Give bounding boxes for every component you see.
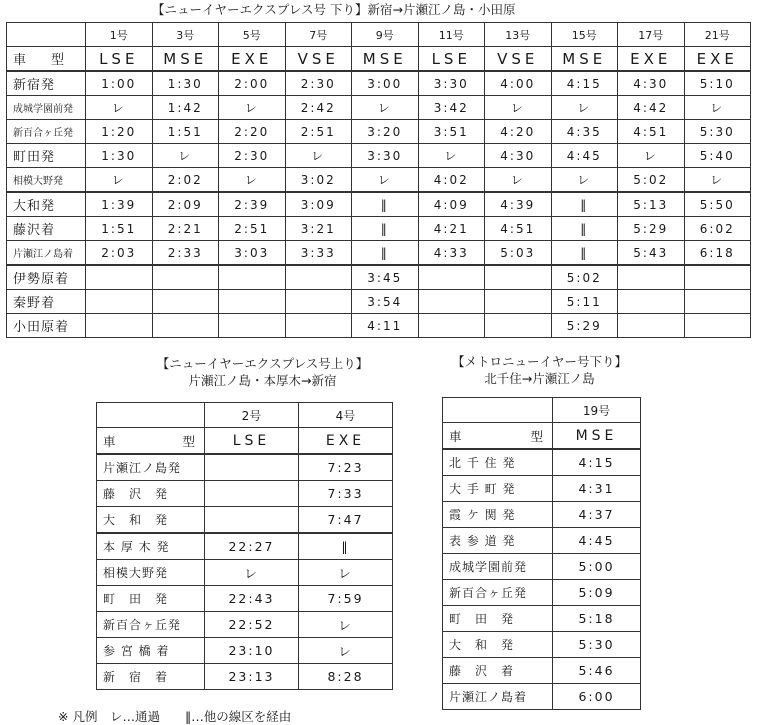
time-cell (618, 265, 685, 290)
car-type-label (443, 423, 553, 450)
station-name: 伊勢原着 (7, 265, 86, 290)
table-row (7, 314, 751, 338)
time-cell: 4:09 (418, 192, 485, 217)
time-cell: 5:00 (553, 554, 641, 580)
time-cell: 1:00 (86, 71, 153, 96)
upbound-timetable (96, 402, 393, 690)
time-cell: 22:27 (205, 533, 299, 560)
time-cell: ‖ (352, 217, 419, 241)
time-cell: 2:39 (219, 192, 286, 217)
time-cell: 2:09 (152, 192, 219, 217)
station-name: 町田発 (7, 144, 86, 168)
station-name: 相模大野発 (7, 168, 86, 193)
time-cell (152, 265, 219, 290)
time-cell (684, 314, 751, 338)
header-blank (97, 403, 205, 428)
time-cell: 23:13 (205, 664, 299, 690)
time-cell: 2:00 (219, 71, 286, 96)
time-cell: 8:28 (299, 664, 393, 690)
train-number: 13号 (485, 23, 552, 47)
time-cell: 4:20 (485, 120, 552, 144)
train-number-row (97, 403, 393, 428)
time-cell: 1:30 (86, 144, 153, 168)
table-row (443, 684, 641, 710)
table-row (7, 71, 751, 96)
table3-title (432, 353, 647, 387)
train-number-row (443, 398, 641, 423)
time-cell: 3:45 (352, 265, 419, 290)
table-row (97, 586, 393, 612)
time-cell: 1:20 (86, 120, 153, 144)
table3-title-line1: 【メトロニューイヤー号下り】 (451, 354, 627, 369)
time-cell (152, 314, 219, 338)
station-name: 藤沢着 (7, 217, 86, 241)
time-cell: 4:39 (485, 192, 552, 217)
time-cell: 5:02 (618, 168, 685, 193)
car-type-label-b: 型 (182, 433, 196, 449)
train-number: 2号 (205, 403, 299, 428)
time-cell: レ (618, 144, 685, 168)
station-name: 町 田 発 (443, 606, 553, 632)
table-row (443, 528, 641, 554)
table-row (97, 612, 393, 638)
time-cell: レ (684, 96, 751, 120)
table1-title: 【ニューイヤーエクスプレス号 下り】新宿→片瀬江ノ島・小田原 (152, 2, 516, 17)
time-cell: レ (86, 96, 153, 120)
time-cell: 5:18 (553, 606, 641, 632)
time-cell (618, 290, 685, 314)
time-cell: 5:30 (553, 632, 641, 658)
time-cell: 4:21 (418, 217, 485, 241)
table-row (7, 144, 751, 168)
time-cell: レ (684, 168, 751, 193)
time-cell (684, 265, 751, 290)
station-name: 町 田 発 (97, 586, 205, 612)
time-cell: レ (485, 168, 552, 193)
time-cell: 2:20 (219, 120, 286, 144)
time-cell (219, 265, 286, 290)
metro-timetable (442, 397, 641, 710)
station-name: 秦野着 (7, 290, 86, 314)
time-cell: 4:51 (618, 120, 685, 144)
car-type: EXE (219, 47, 286, 72)
table-row (443, 658, 641, 684)
time-cell: 5:50 (684, 192, 751, 217)
time-cell: 3:03 (219, 241, 286, 266)
time-cell: 3:09 (285, 192, 352, 217)
time-cell: 6:00 (553, 684, 641, 710)
time-cell (86, 290, 153, 314)
time-cell: 7:59 (299, 586, 393, 612)
station-name: 大和発 (7, 192, 86, 217)
table3-title-line2: 北千住→片瀬江ノ島 (484, 371, 595, 386)
station-name: 藤 沢 発 (97, 481, 205, 507)
train-number: 21号 (684, 23, 751, 47)
table2-title-line1: 【ニューイヤーエクスプレス号上り】 (156, 356, 369, 371)
time-cell: 7:47 (299, 507, 393, 534)
time-cell: レ (352, 168, 419, 193)
time-cell (684, 290, 751, 314)
time-cell: レ (551, 168, 618, 193)
time-cell: ‖ (299, 533, 393, 560)
time-cell: レ (205, 560, 299, 586)
time-cell: 2:30 (285, 71, 352, 96)
station-name: 本 厚 木 発 (97, 533, 205, 560)
time-cell: 4:45 (553, 528, 641, 554)
station-name: 霞 ケ 関 発 (443, 502, 553, 528)
car-type: EXE (618, 47, 685, 72)
time-cell: 22:43 (205, 586, 299, 612)
time-cell: 5:40 (684, 144, 751, 168)
time-cell (205, 454, 299, 481)
train-number: 7号 (285, 23, 352, 47)
time-cell: 4:30 (485, 144, 552, 168)
time-cell: 5:09 (553, 580, 641, 606)
car-type: MSE (551, 47, 618, 72)
table-row (443, 554, 641, 580)
table-row (443, 632, 641, 658)
train-number: 3号 (152, 23, 219, 47)
car-type-label-a: 車 (449, 428, 463, 444)
train-number: 5号 (219, 23, 286, 47)
time-cell (418, 265, 485, 290)
time-cell (86, 265, 153, 290)
station-name: 大 手 町 発 (443, 476, 553, 502)
time-cell: 4:15 (551, 71, 618, 96)
time-cell: ‖ (551, 241, 618, 266)
time-cell: レ (219, 168, 286, 193)
time-cell: 3:42 (418, 96, 485, 120)
station-name: 北 千 住 発 (443, 449, 553, 476)
time-cell: 4:33 (418, 241, 485, 266)
time-cell: 5:46 (553, 658, 641, 684)
time-cell: レ (86, 168, 153, 193)
table-row (443, 502, 641, 528)
train-number: 1号 (86, 23, 153, 47)
time-cell: 4:37 (553, 502, 641, 528)
time-cell: レ (285, 144, 352, 168)
station-name: 表 参 道 発 (443, 528, 553, 554)
table-row (97, 507, 393, 534)
time-cell: 4:11 (352, 314, 419, 338)
time-cell: 5:13 (618, 192, 685, 217)
time-cell: レ (418, 144, 485, 168)
time-cell: 4:02 (418, 168, 485, 193)
train-number: 17号 (618, 23, 685, 47)
station-name: 片瀬江ノ島着 (443, 684, 553, 710)
time-cell (418, 314, 485, 338)
station-name: 新百合ヶ丘発 (7, 120, 86, 144)
time-cell: 3:21 (285, 217, 352, 241)
time-cell: 5:29 (551, 314, 618, 338)
time-cell: 2:33 (152, 241, 219, 266)
car-type: MSE (352, 47, 419, 72)
time-cell (219, 314, 286, 338)
time-cell: 4:45 (551, 144, 618, 168)
time-cell: レ (485, 96, 552, 120)
downbound-timetable (6, 22, 751, 338)
table-row (97, 533, 393, 560)
time-cell: レ (219, 96, 286, 120)
time-cell: 4:31 (553, 476, 641, 502)
station-name: 成城学園前発 (7, 96, 86, 120)
time-cell: 23:10 (205, 638, 299, 664)
time-cell: 1:39 (86, 192, 153, 217)
station-name: 藤 沢 着 (443, 658, 553, 684)
station-name: 参 宮 橋 着 (97, 638, 205, 664)
train-number: 4号 (299, 403, 393, 428)
time-cell (152, 290, 219, 314)
car-type-row (7, 47, 751, 72)
header-blank (7, 23, 86, 47)
time-cell: 2:42 (285, 96, 352, 120)
time-cell: 3:30 (352, 144, 419, 168)
time-cell: 5:10 (684, 71, 751, 96)
time-cell (205, 481, 299, 507)
time-cell: 3:02 (285, 168, 352, 193)
time-cell (285, 314, 352, 338)
time-cell: 5:30 (684, 120, 751, 144)
time-cell: レ (352, 96, 419, 120)
time-cell (418, 290, 485, 314)
station-name: 大 和 発 (443, 632, 553, 658)
time-cell: レ (551, 96, 618, 120)
car-type: LSE (86, 47, 153, 72)
time-cell: 2:03 (86, 241, 153, 266)
time-cell: 2:30 (219, 144, 286, 168)
time-cell: 1:30 (152, 71, 219, 96)
time-cell: 5:29 (618, 217, 685, 241)
time-cell: 7:23 (299, 454, 393, 481)
time-cell: 1:51 (86, 217, 153, 241)
car-type: VSE (485, 47, 552, 72)
time-cell (219, 290, 286, 314)
station-name: 片瀬江ノ島発 (97, 454, 205, 481)
car-type-label-a: 車 (103, 433, 117, 449)
car-type: LSE (418, 47, 485, 72)
time-cell: 22:52 (205, 612, 299, 638)
time-cell (86, 314, 153, 338)
time-cell: 3:00 (352, 71, 419, 96)
time-cell (285, 290, 352, 314)
time-cell: 7:33 (299, 481, 393, 507)
table-row (7, 241, 751, 266)
time-cell: 3:51 (418, 120, 485, 144)
time-cell: レ (299, 612, 393, 638)
car-type: MSE (152, 47, 219, 72)
time-cell: 5:02 (551, 265, 618, 290)
table-row (97, 664, 393, 690)
table2-title-line2: 片瀬江ノ島・本厚木→新宿 (188, 373, 337, 388)
time-cell: 4:42 (618, 96, 685, 120)
car-type: LSE (205, 428, 299, 455)
car-type-label: 車 型 (7, 47, 86, 72)
station-name: 相模大野発 (97, 560, 205, 586)
station-name: 新百合ヶ丘発 (443, 580, 553, 606)
table-row (7, 192, 751, 217)
time-cell (485, 290, 552, 314)
time-cell: 3:54 (352, 290, 419, 314)
time-cell: ‖ (352, 192, 419, 217)
time-cell: 3:20 (352, 120, 419, 144)
time-cell: レ (299, 560, 393, 586)
table-row (443, 580, 641, 606)
time-cell: ‖ (352, 241, 419, 266)
car-type: EXE (684, 47, 751, 72)
legend-note: ※ 凡例 レ…通過 ‖…他の線区を経由 (58, 709, 292, 724)
time-cell: ‖ (551, 192, 618, 217)
table-row (97, 454, 393, 481)
car-type-row (443, 423, 641, 450)
table-row (443, 449, 641, 476)
time-cell: 6:02 (684, 217, 751, 241)
time-cell: 6:18 (684, 241, 751, 266)
time-cell (205, 507, 299, 534)
train-number: 15号 (551, 23, 618, 47)
car-type: EXE (299, 428, 393, 455)
time-cell: 2:51 (219, 217, 286, 241)
time-cell: 2:21 (152, 217, 219, 241)
header-blank (443, 398, 553, 423)
time-cell: 4:00 (485, 71, 552, 96)
time-cell (618, 314, 685, 338)
time-cell: 4:51 (485, 217, 552, 241)
time-cell: 2:51 (285, 120, 352, 144)
time-cell: ‖ (551, 217, 618, 241)
time-cell: 4:35 (551, 120, 618, 144)
table-row (7, 290, 751, 314)
train-number-row (7, 23, 751, 47)
time-cell: 1:42 (152, 96, 219, 120)
time-cell: 5:11 (551, 290, 618, 314)
car-type-label (97, 428, 205, 455)
table-row (7, 168, 751, 193)
station-name: 新宿発 (7, 71, 86, 96)
table-row (7, 120, 751, 144)
time-cell: 1:51 (152, 120, 219, 144)
time-cell (485, 314, 552, 338)
car-type: VSE (285, 47, 352, 72)
time-cell: レ (299, 638, 393, 664)
time-cell: 4:30 (618, 71, 685, 96)
time-cell: 3:30 (418, 71, 485, 96)
table-row (97, 481, 393, 507)
time-cell: 4:15 (553, 449, 641, 476)
time-cell: 2:02 (152, 168, 219, 193)
car-type: MSE (553, 423, 641, 450)
station-name: 小田原着 (7, 314, 86, 338)
table2-title (150, 355, 375, 389)
table-row (97, 560, 393, 586)
train-number: 9号 (352, 23, 419, 47)
table-row (443, 476, 641, 502)
time-cell: 5:43 (618, 241, 685, 266)
station-name: 新百合ヶ丘発 (97, 612, 205, 638)
table-row (7, 265, 751, 290)
station-name: 片瀬江ノ島着 (7, 241, 86, 266)
station-name: 大 和 発 (97, 507, 205, 534)
table-row (443, 606, 641, 632)
time-cell: 3:33 (285, 241, 352, 266)
time-cell: 5:03 (485, 241, 552, 266)
table-row (7, 217, 751, 241)
station-name: 新 宿 着 (97, 664, 205, 690)
time-cell (285, 265, 352, 290)
station-name: 成城学園前発 (443, 554, 553, 580)
train-number: 11号 (418, 23, 485, 47)
table-row (7, 96, 751, 120)
car-type-label-b: 型 (530, 428, 544, 444)
car-type-row (97, 428, 393, 455)
time-cell: レ (152, 144, 219, 168)
table-row (97, 638, 393, 664)
train-number: 19号 (553, 398, 641, 423)
time-cell (485, 265, 552, 290)
